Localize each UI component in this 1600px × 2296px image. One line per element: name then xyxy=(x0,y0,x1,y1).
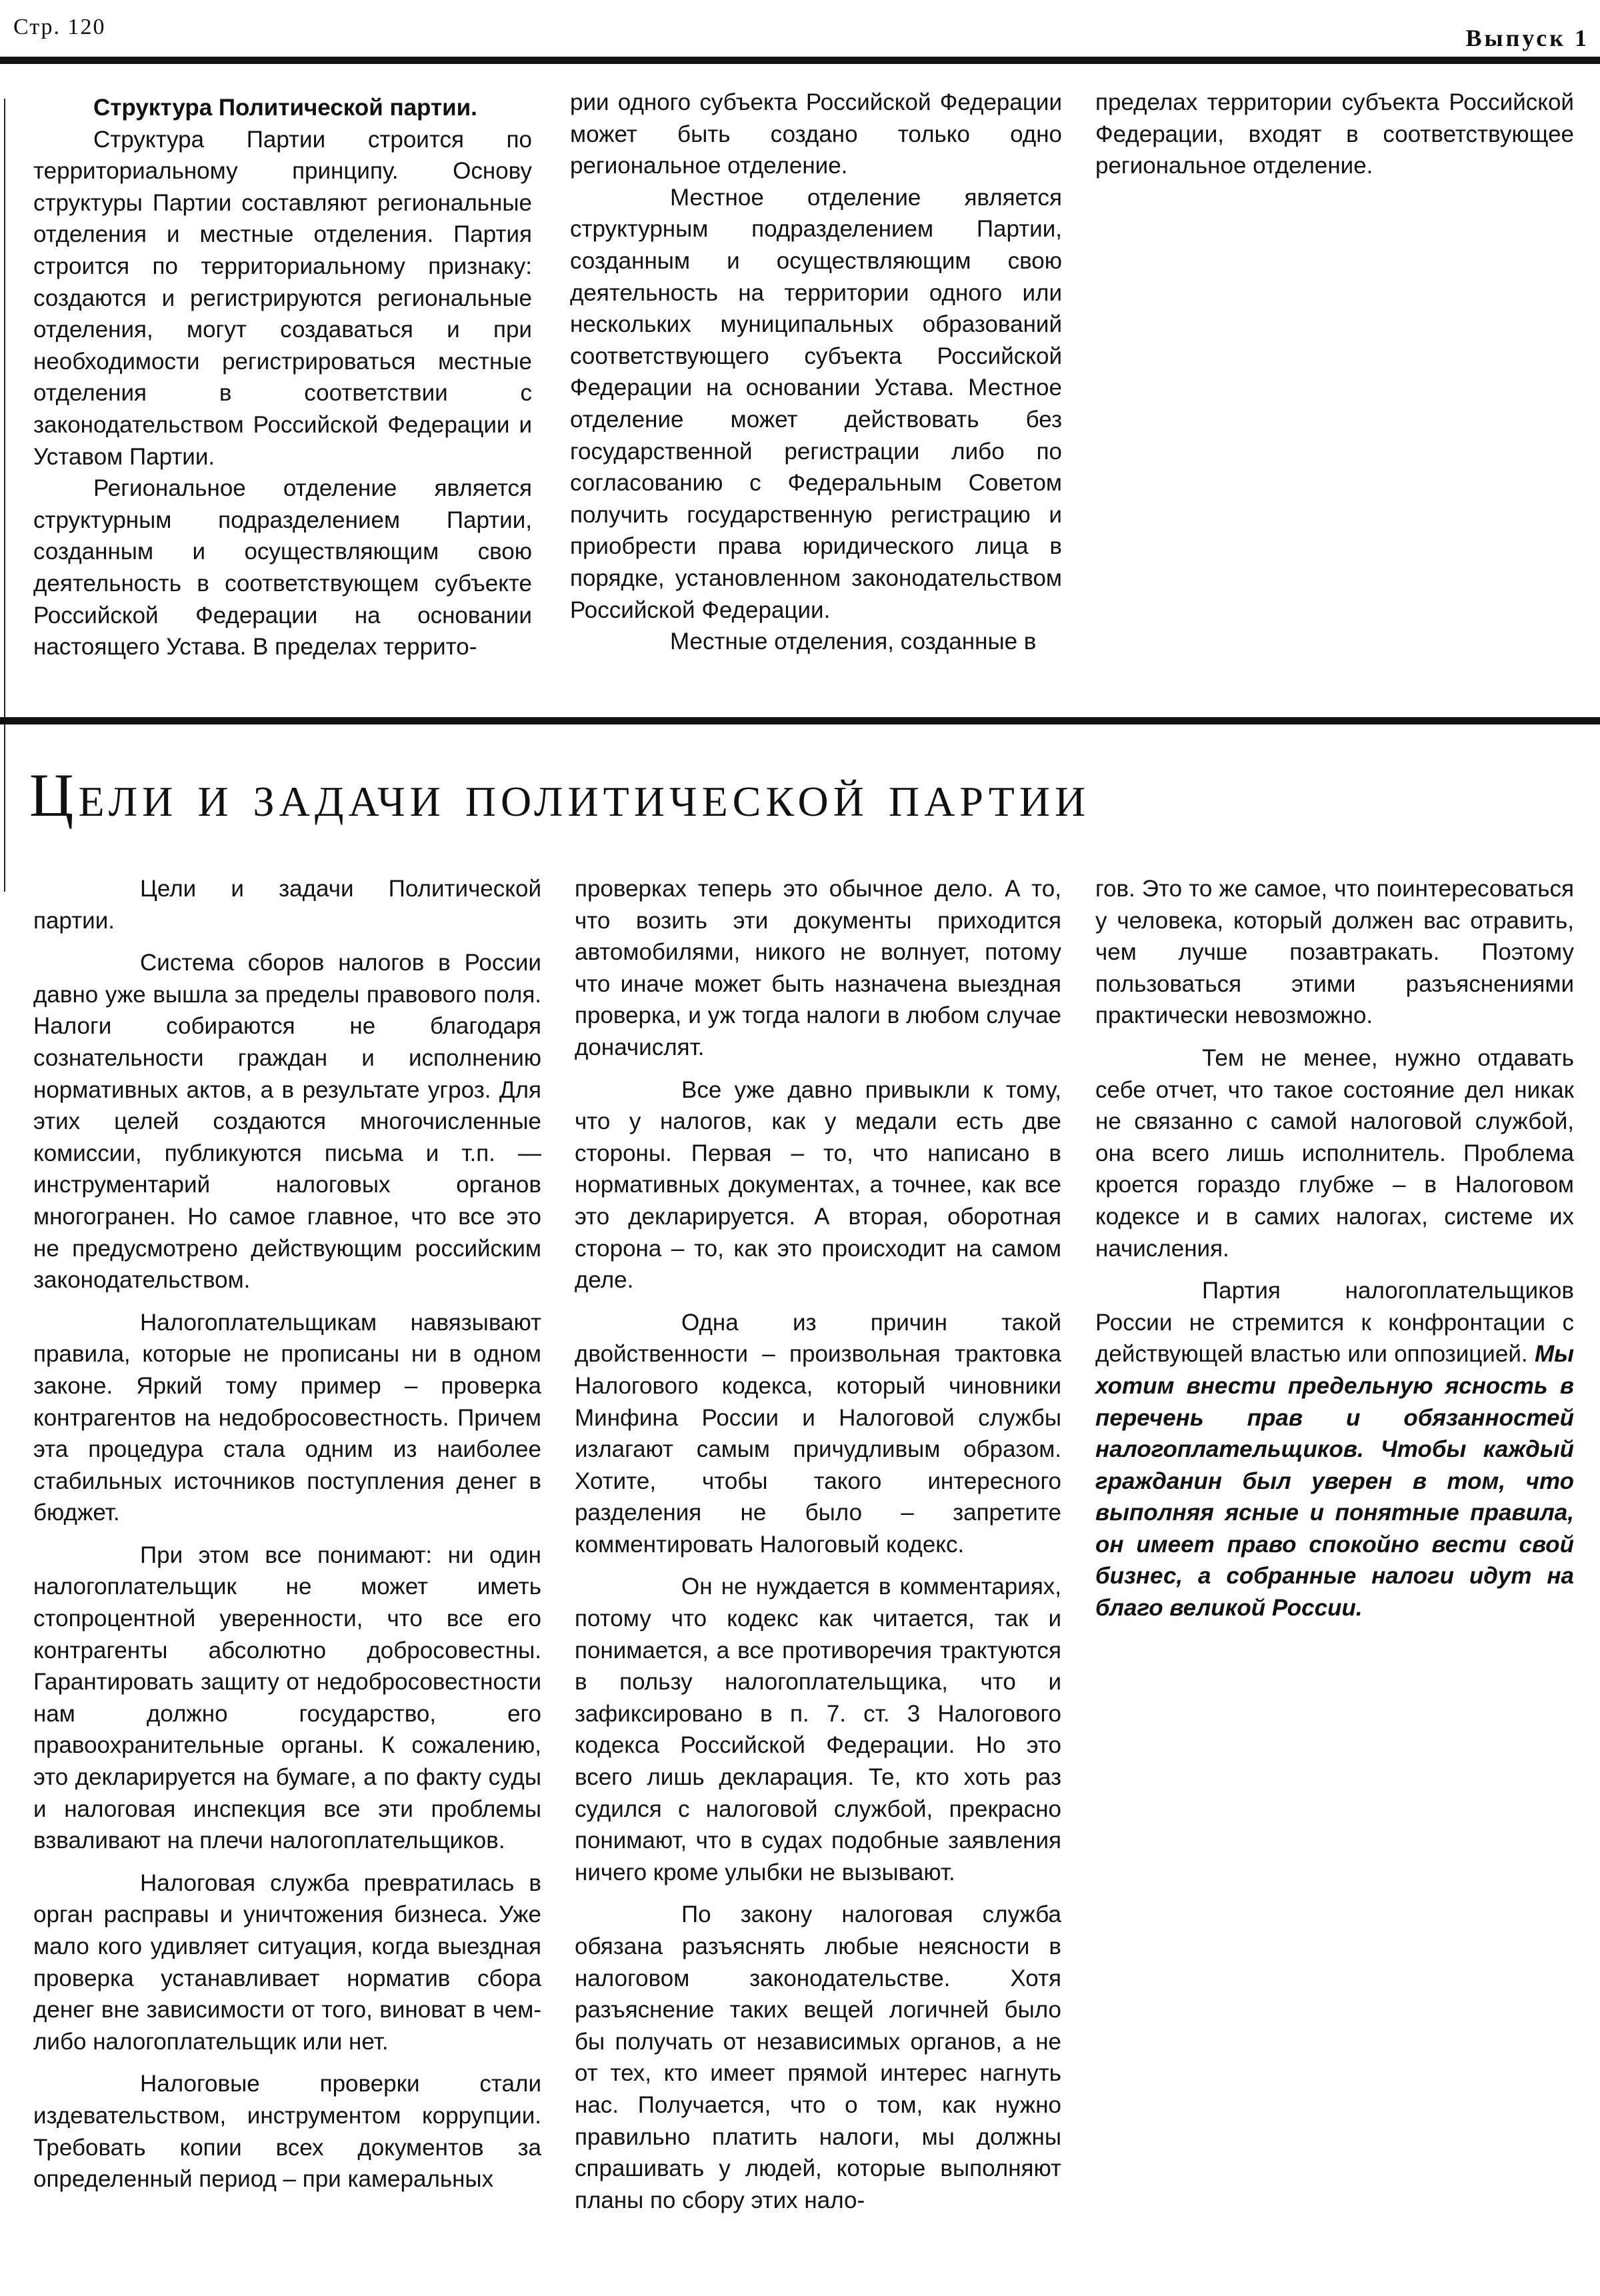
article-headline: Цели и задачи политической партии xyxy=(29,761,1091,829)
paragraph: Тем не менее, нужно отдавать себе отчет, что такое состояние дел никак не связанно с самой налоговой службой, она всего лишь исполнитель. Проблема кроется гораздо глубже – в Налоговом кодексе и в самих налогах, системе их начисления. xyxy=(1095,1044,1574,1262)
article-column-2 xyxy=(575,873,1061,2227)
paragraph: Налоговая служба превратилась в орган расправы и уничтожения бизнеса. Уже мало кого удивляет ситуация, когда выездная проверка устанавливает норматив сбора денег вне зависимости от того, виноват в чем-либо налогоплательщик или нет. xyxy=(33,1869,541,2055)
top-column-3 xyxy=(1095,87,1574,182)
paragraph: рии одного субъекта Российской Федерации может быть создано только одно региональное отделение. xyxy=(570,89,1062,179)
paragraph: Налогоплательщикам навязывают правила, которые не прописаны ни в одном законе. Яркий тому пример – проверка контрагентов на недобросовестность. Причем эта процедура стала одним из наиболее стабильных источников поступления денег в бюджет. xyxy=(33,1309,541,1526)
article-column-3 xyxy=(1095,873,1574,1635)
paragraph: Налоговые проверки стали издевательством, инструментом коррупции. Требовать копии всех документов за определенный период – при камеральных xyxy=(33,2071,541,2193)
paragraph: При этом все понимают: ни один налогоплательщик не может иметь стопроцентной уверенности, что все его контрагенты абсолютно добросовестны. Гарантировать защиту от недобросовестности нам должно государство, его правоохранительные органы. К сожалению, это декларируется на бумаге, а по факту суды и налоговая инспекция все эти проблемы взваливают на плечи налогоплательщиков. xyxy=(33,1542,541,1854)
paragraph: Все уже давно привыкли к тому, что у налогов, как у медали есть две стороны. Первая – то, что написано в нормативных документах, а точнее, как все это декларируется. А вторая, оборотная сторона – то, как это происходит на самом деле. xyxy=(575,1076,1061,1294)
paragraph: Он не нуждается в комментариях, потому что кодекс как читается, так и понимается, а все противоречия трактуются в пользу налогоплательщика, что и зафиксировано в п. 7. ст. 3 Налогового кодекса Российской Федерации. Но это всего лишь декларация. Те, кто хоть раз судился с налоговой службой, прекрасно понимают, что в судах подобные заявления ничего кроме улыбки не вызывают. xyxy=(575,1574,1061,1885)
paragraph: Местное отделение является структурным подразделением Партии, созданным и осуществляющим свою деятельность на территории одного или нескольких муниципальных образований соответствующего субъекта Российской Федерации на основании Устава. Местное отделение может действовать без государственной регистрации либо по согласованию с Федеральным Советом получить государственную регистрацию и приобрести права юридического лица в порядке, установленном законодательством Российской Федерации. xyxy=(570,184,1062,623)
paragraph: пределах территории субъекта Российской Федерации, входят в соответствующее региональное отделение. xyxy=(1095,89,1574,179)
top-column-1 xyxy=(33,92,532,663)
paragraph: гов. Это то же самое, что поинтересоваться у человека, который должен вас отравить, чем лучше позавтракать. Поэтому пользоваться этими разъяснениями практически невозможно. xyxy=(1095,876,1574,1029)
page-number: Стр. 120 xyxy=(13,15,106,39)
paragraph: Местные отделения, созданные в xyxy=(670,628,1037,655)
paragraph: Система сборов налогов в России давно уже вышла за пределы правового поля. Налоги собираются не благодаря сознательности граждан и исполнению нормативных актов, а в результате угроз. Для этих целей создаются многочисленные комиссии, публикуются письма и т.п. — инструментарий налоговых органов многогранен. Но самое главное, что все это не предусмотрено действующим российским законодательством. xyxy=(33,950,541,1294)
top-divider xyxy=(0,57,1600,64)
section-divider xyxy=(0,717,1600,724)
paragraph: Одна из причин такой двойственности – произвольная трактовка Налогового кодекса, который чиновники Минфина России и Налоговой службы излагают самым причудливым образом. Хотите, чтобы такого интересного разделения не было – запретите комментировать Налоговый кодекс. xyxy=(575,1309,1061,1558)
paragraph-text: Партия налогоплательщиков России не стремится к конфронтации с действующей властью или оппозицией. xyxy=(1095,1278,1574,1368)
emphasis-text: Мы хотим внести предельную ясность в перечень прав и обязанностей налогоплательщиков. Чтобы каждый гражданин был уверен в том, что выполняя ясные и понятные правила, он имеет право спокойно вести свой бизнес, а собранные налоги идут на благо великой России. xyxy=(1095,1341,1575,1622)
issue-label: Выпуск 1 xyxy=(1465,25,1589,51)
paragraph: Структура Партии строится по территориальному принципу. Основу структуры Партии составляют региональные отделения и местные отделения. Партия строится по территориальному признаку: создаются и регистрируются региональные отделения, могут создаваться и при необходимости регистрироваться местные отделения в соответствии с законодательством Российской Федерации и Уставом Партии. xyxy=(33,126,532,470)
paragraph xyxy=(1095,1275,1574,1624)
top-column-2 xyxy=(570,87,1062,658)
paragraph: Региональное отделение является структурным подразделением Партии, созданным и осуществляющим свою деятельность в соответствующем субъекте Российской Федерации на основании настоящего Устава. В пределах террито- xyxy=(33,475,532,660)
paragraph: По закону налоговая служба обязана разъяснять любые неясности в налоговом законодательстве. Хотя разъяснение таких вещей логичней было бы получать от независимых органов, а не от тех, кто имеет прямой интерес нагнуть нас. Получается, что о том, как нужно правильно платить налоги, мы должны спрашивать у людей, которые выполняют планы по сбору этих нало- xyxy=(575,1901,1061,2213)
article-column-1 xyxy=(33,873,541,2206)
paragraph: проверках теперь это обычное дело. А то, что возить эти документы приходится автомобилями, никого не волнует, потому что иначе может быть назначена выездная проверка, и уж тогда налоги в любом случае доначислят. xyxy=(575,876,1061,1060)
section-subtitle: Структура Политической партии. xyxy=(93,95,477,121)
paragraph: Цели и задачи Политической партии. xyxy=(33,876,541,934)
left-margin-line xyxy=(4,99,5,892)
